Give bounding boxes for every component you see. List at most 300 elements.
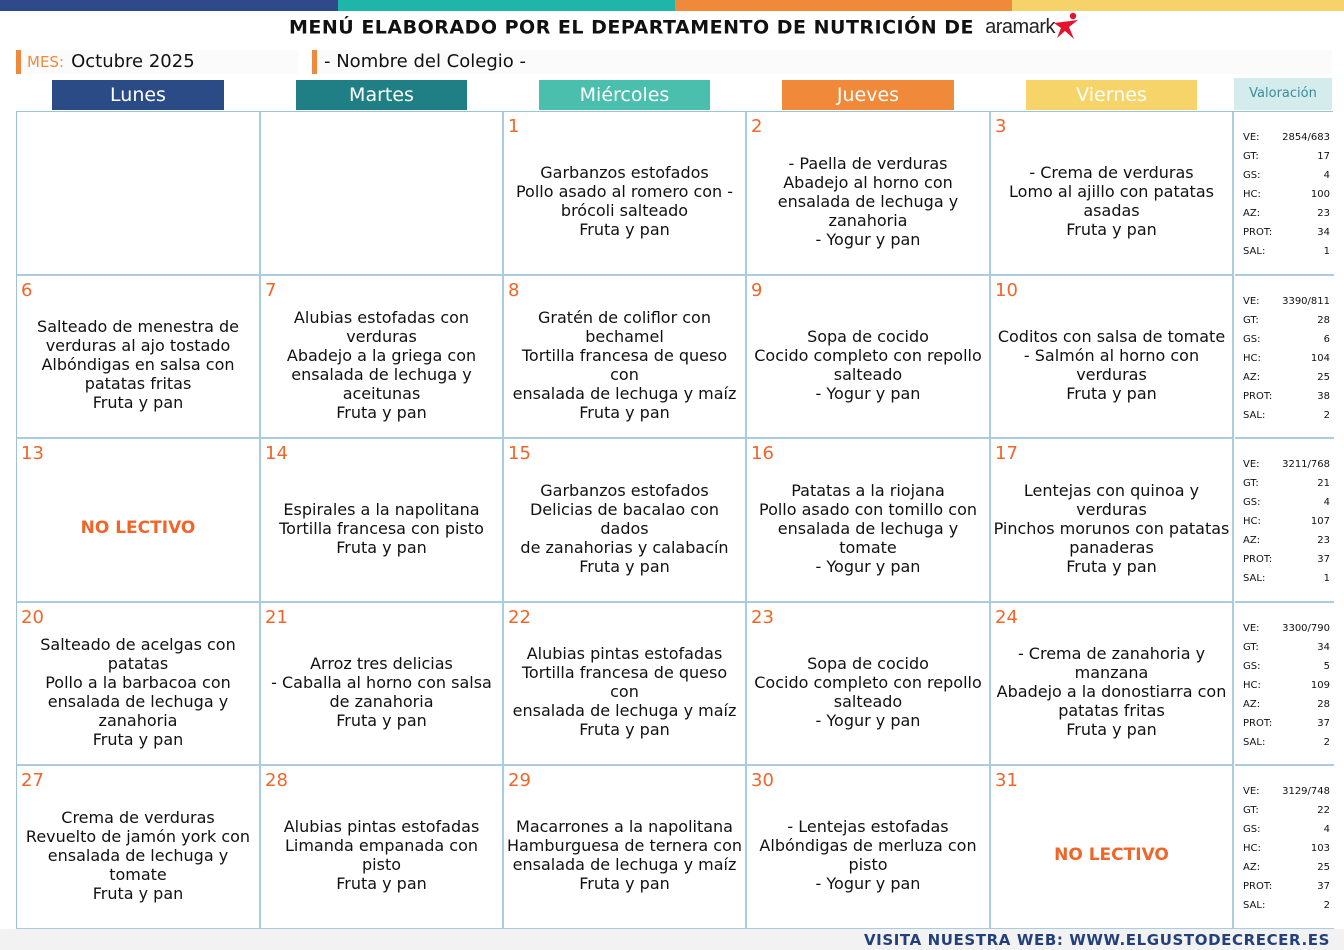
nutrient-label: SAL: [1243, 246, 1266, 257]
meal-line: verduras [1076, 364, 1147, 384]
nutrient-value: 2 [1323, 410, 1330, 421]
day-cell [261, 766, 504, 930]
valoracion-header: Valoración [1234, 78, 1332, 110]
valoracion-row [1235, 242, 1334, 261]
topbar-segment-teal [338, 0, 675, 11]
meal-line: Alubias estofadas con [293, 307, 470, 327]
nutrient-value: 107 [1310, 516, 1330, 527]
nutrient-value: 23 [1317, 535, 1330, 546]
meal-line: patatas fritas [84, 374, 192, 393]
nutrient-value: 3129/748 [1282, 786, 1330, 797]
meal-line: Albóndigas en salsa con [41, 355, 235, 374]
meal-line: Revuelto de jamón york con [25, 826, 251, 846]
aramark-logo [985, 16, 1055, 39]
meal-line: Fruta y pan [336, 874, 427, 893]
nutrient-label: VE: [1243, 786, 1260, 797]
meal-line: Fruta y pan [579, 556, 670, 576]
day-header-viernes: Viernes [1026, 80, 1197, 110]
valoracion-row [1235, 839, 1334, 858]
nutrient-label: GT: [1243, 478, 1259, 489]
meal-line: Lomo al ajillo con patatas [1009, 182, 1214, 201]
nutrient-value: 2854/683 [1282, 132, 1330, 143]
nutrient-value: 2 [1323, 737, 1330, 748]
day-number: 1 [508, 116, 520, 137]
valoracion-row [1235, 896, 1334, 915]
meal-line: - Crema de zanahoria y [1017, 644, 1206, 663]
meal-line: Tortilla francesa de queso con [521, 345, 728, 384]
meal-description [506, 461, 743, 595]
nutrient-label: GS: [1243, 334, 1261, 345]
nutrient-value: 17 [1317, 151, 1330, 162]
nutrient-label: HC: [1243, 189, 1261, 200]
valoracion-row [1235, 166, 1334, 185]
valoracion-row [1235, 474, 1334, 493]
nutrient-label: AZ: [1243, 535, 1261, 546]
school-name: - Nombre del Colegio - [324, 51, 526, 72]
nutrient-label: VE: [1243, 296, 1260, 307]
meal-line: Crema de verduras [61, 807, 215, 827]
day-cell [504, 276, 747, 439]
nutrient-label: VE: [1243, 459, 1260, 470]
nutrient-label: GT: [1243, 642, 1259, 653]
valoracion-row [1235, 657, 1334, 676]
nutrient-value: 28 [1317, 315, 1330, 326]
meal-line: Macarrones a la napolitana [516, 817, 733, 836]
meal-line: - Yogur y pan [815, 383, 921, 403]
topbar-segment-blue [0, 0, 338, 11]
valoracion-row [1235, 185, 1334, 204]
nutrient-value: 25 [1317, 862, 1330, 873]
meal-line: Fruta y pan [336, 710, 427, 730]
day-number: 20 [21, 607, 44, 628]
meal-line: asadas [1083, 201, 1140, 220]
meal-description [506, 298, 743, 431]
meal-description [506, 625, 743, 758]
nutrient-value: 4 [1323, 497, 1330, 508]
nutrient-value: 104 [1310, 353, 1330, 364]
nutrient-label: AZ: [1243, 372, 1261, 383]
day-number: 16 [751, 443, 774, 464]
meal-description [749, 461, 987, 595]
day-cell [261, 603, 504, 766]
meal-line: zanahoria [98, 710, 178, 730]
meal-line: Fruta y pan [579, 874, 670, 893]
meal-line: ensalada de lechuga y [291, 364, 472, 384]
valoracion-cell [1235, 112, 1334, 276]
meal-line: patatas [107, 653, 169, 673]
meal-line: - Caballa al horno con salsa [271, 672, 492, 692]
nutrient-label: SAL: [1243, 573, 1266, 584]
meal-line: pisto [848, 855, 888, 874]
valoracion-row [1235, 406, 1334, 425]
meal-line: - Yogur y pan [815, 229, 921, 249]
day-number: 23 [751, 607, 774, 628]
meal-line: Patatas a la riojana [791, 480, 945, 500]
day-number: 6 [21, 280, 33, 301]
nutrient-label: PROT: [1243, 718, 1273, 729]
meal-line: zanahoria [828, 210, 908, 230]
meal-description [749, 134, 987, 268]
meal-description [19, 134, 257, 268]
valoracion-row [1235, 311, 1334, 330]
day-cell [991, 766, 1234, 930]
meal-line: Abadejo al horno con [783, 172, 953, 192]
meal-line: ensalada de lechuga y tomate [47, 845, 229, 884]
meal-line: Fruta y pan [92, 393, 184, 412]
meal-line: Fruta y pan [1066, 220, 1157, 239]
meal-description [19, 625, 257, 758]
nutrient-label: PROT: [1243, 227, 1273, 238]
nutrient-label: GT: [1243, 315, 1259, 326]
no-lectivo-label: NO LECTIVO [80, 517, 196, 538]
meal-description [993, 298, 1230, 431]
meal-line: Fruta y pan [92, 883, 184, 903]
nutrient-value: 100 [1310, 189, 1330, 200]
school-field [312, 50, 1332, 74]
valoracion-cell [1235, 603, 1334, 766]
valoracion-row [1235, 512, 1334, 531]
nutrient-label: SAL: [1243, 737, 1266, 748]
day-number: 14 [265, 443, 288, 464]
star-figure-icon [1051, 12, 1081, 42]
top-color-bar [0, 0, 1344, 11]
nutrient-value: 5 [1323, 661, 1330, 672]
meal-line: bechamel [585, 326, 664, 346]
meal-line: Fruta y pan [92, 729, 184, 749]
meal-line: aceitunas [342, 383, 421, 403]
meal-line: brócoli salteado [560, 201, 689, 220]
meal-line: Gratén de coliflor con [538, 307, 711, 327]
meal-line: Hamburguesa de ternera con [506, 836, 743, 855]
day-cell [504, 112, 747, 276]
nutrient-label: GS: [1243, 661, 1261, 672]
meal-line: - Yogur y pan [815, 556, 921, 576]
nutrient-value: 1 [1323, 573, 1330, 584]
nutrient-value: 25 [1317, 372, 1330, 383]
nutrient-label: GT: [1243, 805, 1259, 816]
day-cell [504, 603, 747, 766]
valoracion-cell [1235, 276, 1334, 439]
day-number: 10 [995, 280, 1018, 301]
footer [0, 929, 1344, 950]
valoracion-row [1235, 550, 1334, 569]
nutrient-label: HC: [1243, 353, 1261, 364]
meal-description [19, 788, 257, 922]
meal-line: Fruta y pan [579, 402, 670, 422]
valoracion-row [1235, 455, 1334, 474]
meal-line: ensalada de lechuga y [777, 191, 959, 211]
nutrient-value: 1 [1323, 246, 1330, 257]
meal-description [993, 461, 1230, 595]
day-cell [991, 439, 1234, 603]
meal-line: - Yogur y pan [815, 710, 921, 730]
day-number: 29 [508, 770, 531, 791]
day-number: 2 [751, 116, 763, 137]
nutrient-value: 21 [1317, 478, 1330, 489]
nutrient-label: GS: [1243, 497, 1261, 508]
meal-line: Garbanzos estofados [540, 163, 709, 182]
day-number: 3 [995, 116, 1007, 137]
day-number: 15 [508, 443, 531, 464]
meal-line: - Crema de verduras [1029, 163, 1194, 182]
menu-title [0, 16, 1344, 46]
nutrient-value: 3211/768 [1282, 459, 1330, 470]
meal-line: Albóndigas de merluza con [759, 836, 977, 855]
nutrient-label: PROT: [1243, 391, 1273, 402]
day-cell [17, 439, 261, 603]
day-number: 21 [265, 607, 288, 628]
topbar-segment-yellow [1012, 0, 1344, 11]
meal-line: Tortilla francesa de queso con [521, 663, 728, 701]
nutrient-label: PROT: [1243, 554, 1273, 565]
meal-line: Pollo asado al romero con - [515, 182, 734, 201]
valoracion-row [1235, 368, 1334, 387]
valoracion-row [1235, 147, 1334, 166]
meal-line: Fruta y pan [579, 220, 670, 239]
month-label: MES: [27, 53, 64, 71]
meal-line: Limanda empanada con pisto [284, 836, 479, 874]
valoracion-row [1235, 820, 1334, 839]
valoracion-row [1235, 569, 1334, 588]
valoracion-row [1235, 387, 1334, 406]
meal-line: salteado [833, 364, 903, 384]
valoracion-row [1235, 128, 1334, 147]
meal-description [263, 625, 500, 758]
topbar-segment-orange [675, 0, 1012, 11]
nutrient-label: GS: [1243, 824, 1261, 835]
valoracion-row [1235, 349, 1334, 368]
nutrient-value: 34 [1317, 642, 1330, 653]
nutrient-value: 4 [1323, 824, 1330, 835]
day-cell [504, 439, 747, 603]
valoracion-row [1235, 695, 1334, 714]
day-cell [747, 603, 991, 766]
nutrient-label: GT: [1243, 151, 1259, 162]
meal-line: Cocido completo con repollo [754, 345, 982, 365]
day-number: 24 [995, 607, 1018, 628]
nutrient-value: 109 [1310, 680, 1330, 691]
meal-line: Fruta y pan [336, 402, 427, 422]
day-cell [991, 276, 1234, 439]
meal-line: Garbanzos estofados [540, 480, 709, 500]
day-cell [17, 276, 261, 439]
website-link[interactable]: VISITA NUESTRA WEB: WWW.ELGUSTODECRECER.ES [863, 931, 1330, 949]
day-cell [261, 439, 504, 603]
day-header-jueves: Jueves [782, 80, 954, 110]
meal-line: Fruta y pan [336, 537, 427, 557]
valoracion-row [1235, 204, 1334, 223]
day-number: 8 [508, 280, 520, 301]
meal-line: Delicias de bacalao con dados [529, 499, 720, 538]
day-number: 7 [265, 280, 277, 301]
nutrient-value: 6 [1323, 334, 1330, 345]
meal-description [993, 788, 1230, 922]
meal-line: - Salmón al horno con [1023, 345, 1200, 365]
nutrient-label: AZ: [1243, 699, 1261, 710]
title-text: MENÚ ELABORADO POR EL DEPARTAMENTO DE NUTRICIÓN DE [288, 16, 975, 39]
meal-description [263, 134, 500, 268]
meal-description [263, 788, 500, 922]
day-cell [17, 112, 261, 276]
meal-line: Arroz tres delicias [310, 653, 453, 673]
meal-line: Fruta y pan [1066, 383, 1157, 403]
nutrient-value: 28 [1317, 699, 1330, 710]
meal-line: Abadejo a la donostiarra con [996, 682, 1227, 701]
nutrient-value: 3300/790 [1282, 623, 1330, 634]
nutrient-value: 37 [1317, 554, 1330, 565]
valoracion-row [1235, 638, 1334, 657]
nutrient-value: 38 [1317, 391, 1330, 402]
meal-description [749, 625, 987, 758]
meal-line: panaderas [1069, 537, 1154, 557]
valoracion-row [1235, 531, 1334, 550]
day-number: 31 [995, 770, 1018, 791]
nutrient-label: SAL: [1243, 900, 1266, 911]
meal-description [506, 788, 743, 922]
nutrient-value: 3390/811 [1282, 296, 1330, 307]
meal-line: - Yogur y pan [815, 874, 921, 893]
meal-description [19, 461, 257, 595]
nutrient-value: 23 [1317, 208, 1330, 219]
meal-description [263, 298, 500, 431]
day-cell [261, 112, 504, 276]
valoracion-cell [1235, 439, 1334, 603]
meal-line: ensalada de lechuga y tomate [777, 518, 959, 557]
valoracion-row [1235, 801, 1334, 820]
meal-line: verduras al ajo tostado [45, 336, 231, 355]
day-number: 30 [751, 770, 774, 791]
meal-line: Cocido completo con repollo [754, 672, 982, 692]
nutrient-value: 103 [1310, 843, 1330, 854]
valoracion-row [1235, 493, 1334, 512]
meal-line: Sopa de cocido [807, 326, 929, 346]
meal-line: ensalada de lechuga y maíz [512, 701, 737, 720]
meal-line: manzana [1074, 663, 1149, 682]
meal-line: ensalada de lechuga y maíz [512, 855, 737, 874]
meal-description [263, 461, 500, 595]
meal-line: Salteado de menestra de [37, 317, 239, 336]
day-cell [747, 439, 991, 603]
day-cell [991, 603, 1234, 766]
valoracion-row [1235, 619, 1334, 638]
meal-line: - Lentejas estofadas [787, 817, 949, 836]
nutrient-label: AZ: [1243, 862, 1261, 873]
valoracion-row [1235, 676, 1334, 695]
nutrient-label: HC: [1243, 680, 1261, 691]
day-number: 22 [508, 607, 531, 628]
meal-line: Coditos con salsa de tomate [997, 326, 1226, 346]
menu-calendar-grid [16, 111, 1333, 929]
meal-description [993, 134, 1230, 268]
meal-line: Fruta y pan [579, 720, 670, 739]
nutrient-value: 22 [1317, 805, 1330, 816]
valoracion-row [1235, 858, 1334, 877]
meal-line: Abadejo a la griega con [286, 345, 477, 365]
meal-description [749, 298, 987, 431]
logo-text: aramark [985, 16, 1055, 38]
day-cell [747, 766, 991, 930]
nutrient-value: 4 [1323, 170, 1330, 181]
day-number: 17 [995, 443, 1018, 464]
day-cell [17, 766, 261, 930]
meal-line: Espirales a la napolitana [283, 499, 480, 519]
meal-line: de zanahoria [329, 691, 434, 711]
nutrient-label: PROT: [1243, 881, 1273, 892]
meal-line: Salteado de acelgas con [40, 634, 236, 654]
nutrient-label: VE: [1243, 132, 1260, 143]
nutrient-label: AZ: [1243, 208, 1261, 219]
nutrient-label: SAL: [1243, 410, 1266, 421]
nutrient-label: VE: [1243, 623, 1260, 634]
valoracion-row [1235, 330, 1334, 349]
meal-line: Alubias pintas estofadas [526, 644, 723, 663]
meal-line: - Paella de verduras [788, 153, 948, 173]
day-cell [504, 766, 747, 930]
day-header-miercoles: Miércoles [539, 80, 710, 110]
day-cell [17, 603, 261, 766]
month-value: Octubre 2025 [71, 51, 195, 72]
valoracion-row [1235, 292, 1334, 311]
nutrient-value: 2 [1323, 900, 1330, 911]
valoracion-row [1235, 782, 1334, 801]
day-number: 13 [21, 443, 44, 464]
nutrient-label: HC: [1243, 843, 1261, 854]
meal-line: verduras [346, 326, 417, 346]
meal-description [19, 298, 257, 431]
valoracion-cell [1235, 766, 1334, 930]
meal-description [749, 788, 987, 922]
day-cell [991, 112, 1234, 276]
meal-line: verduras [1076, 499, 1147, 519]
no-lectivo-label: NO LECTIVO [1054, 844, 1169, 865]
nutrient-label: GS: [1243, 170, 1261, 181]
day-header-martes: Martes [296, 80, 467, 110]
meal-line: de zanahorias y calabacín [520, 537, 729, 557]
day-cell [261, 276, 504, 439]
day-header-lunes: Lunes [52, 80, 224, 110]
meal-line: Fruta y pan [1066, 720, 1157, 739]
meal-line: Pollo a la barbacoa con [45, 672, 231, 692]
nutrient-value: 34 [1317, 227, 1330, 238]
meal-line: patatas fritas [1058, 701, 1165, 720]
meal-line: ensalada de lechuga y [47, 691, 229, 711]
month-field [16, 50, 298, 74]
meal-line: Alubias pintas estofadas [283, 817, 480, 836]
meal-line: Sopa de cocido [807, 653, 929, 673]
day-number: 27 [21, 770, 44, 791]
meal-description [506, 134, 743, 268]
meal-line: Tortilla francesa con pisto [279, 518, 484, 538]
meal-line: ensalada de lechuga y maíz [512, 383, 737, 403]
meal-line: salteado [833, 691, 903, 711]
valoracion-row [1235, 877, 1334, 896]
day-number: 28 [265, 770, 288, 791]
meal-line: Pollo asado con tomillo con [758, 499, 977, 519]
nutrient-label: HC: [1243, 516, 1261, 527]
nutrient-value: 37 [1317, 881, 1330, 892]
valoracion-row [1235, 733, 1334, 752]
day-cell [747, 276, 991, 439]
nutrient-value: 37 [1317, 718, 1330, 729]
meal-line: Lentejas con quinoa y [1023, 480, 1200, 500]
meal-line: Fruta y pan [1066, 556, 1157, 576]
meal-description [993, 625, 1230, 758]
valoracion-row [1235, 714, 1334, 733]
valoracion-row [1235, 223, 1334, 242]
day-number: 9 [751, 280, 763, 301]
meal-line: Pinchos morunos con patatas [993, 518, 1230, 538]
day-cell [747, 112, 991, 276]
